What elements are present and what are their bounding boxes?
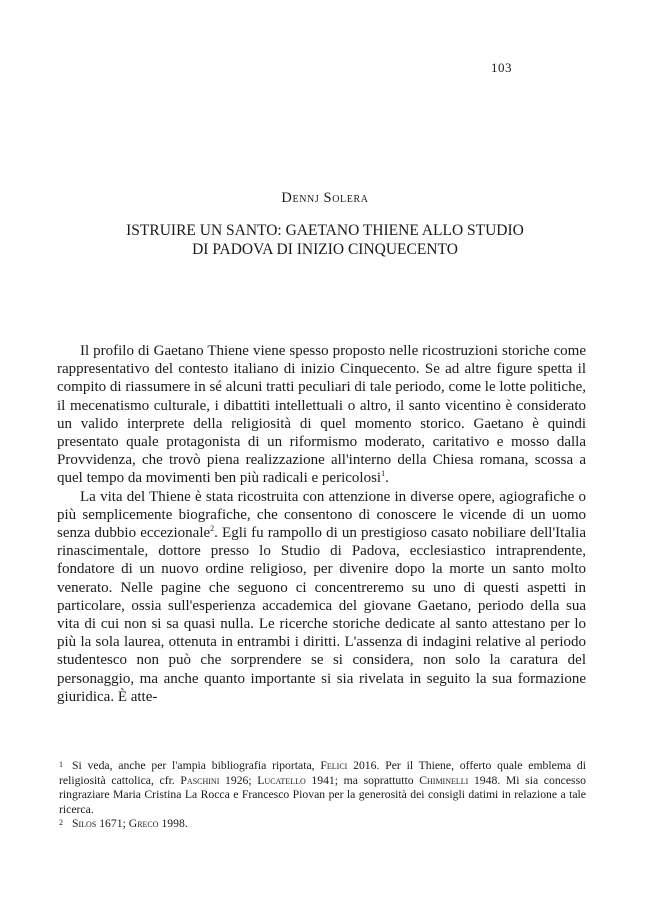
page-number: 103: [491, 60, 512, 75]
citation-lucatello: Lucatello: [257, 773, 306, 787]
citation-chiminelli: Chiminelli: [419, 773, 469, 787]
citation-greco: Greco: [128, 817, 159, 831]
author-name: Dennj Solera: [281, 190, 369, 206]
footnote-1-text: 2016. Per il Thiene, offerto quale emblema di religiosità cattolica, cfr.: [59, 759, 586, 787]
title-line-2: DI PADOVA DI INIZIO CINQUECENTO: [192, 241, 458, 258]
footnotes: [59, 759, 586, 832]
footnote-2-mark: 2: [59, 818, 63, 828]
citation-silos: Silos: [72, 817, 97, 831]
footnote-ref-1[interactable]: 1: [381, 469, 386, 479]
footnote-1-text: 1926;: [219, 773, 258, 787]
paragraph-1-text: Il profilo di Gaetano Thiene viene spesso proposto nelle ricostruzioni storiche come rappresentativo del contesto italiano di inizio Cinquecento. Se ad altre figure spetta il compito di riassumere in sé alcuni tratti peculiari di tale periodo, come le lotte politiche, il mecenatismo culturale, i dibattiti intellettuali o altro, il santo vicentino è considerato un valido interprete della religiosità di quel momento storico. Gaetano è quindi presentato quale protagonista di un riformismo moderato, caritativo e mosso dalla Provvidenza, che trovò piena realizzazione all'interno della Chiesa romana, scossa a quel tempo da movimenti ben più radicali e pericolosi: [57, 343, 586, 487]
citation-felici: Felici: [320, 759, 348, 772]
title-line-1: ISTRUIRE UN SANTO: GAETANO THIENE ALLO STUDIO: [126, 222, 524, 239]
footnote-1-text: 1941; ma soprattutto: [305, 773, 420, 787]
body-text: [57, 342, 586, 706]
paragraph-2-text-a: La vita del Thiene è stata ricostruita con attenzione in diverse opere, agiografiche o più semplicemente biografiche, che consentono di conoscere le vicende di un uomo senza dubbio eccezionale: [57, 488, 586, 542]
paragraph-2-text-b: . Egli fu rampollo di un prestigioso casato nobiliare dell'Italia rinascimentale, dottore presso lo Studio di Padova, ecclesiastico intraprendente, fondatore di un nuovo ordine religioso, per divenire dopo la morte un santo molto venerato. Nelle pagine che seguono ci concentreremo su uno di questi aspetti in particolare, ossia sull'esperienza accademica del giovane Gaetano, periodo della sua vita di cui non si sa quasi nulla. Le ricerche storiche dedicate al santo attestano per lo più la sola laurea, ottenuta in entrambi i diritti. L'assenza di indagini relative al periodo studentesco non può che sorprendere se si considera, non solo la caratura del personaggio, ma anche quanto importante si sia rivelata in seguito la sua formazione giuridica. È atte-: [57, 525, 586, 705]
footnote-ref-2[interactable]: 2: [210, 524, 215, 534]
footnote-1: [59, 759, 586, 817]
footnote-2: [59, 817, 586, 832]
footnote-1-text: Si veda, anche per l'ampia bibliografia riportata,: [72, 759, 321, 772]
paragraph-1: Il profilo di Gaetano Thiene viene spesso proposto nelle ricostruzioni storiche come rappresentativo del contesto italiano di inizio Cinquecento. Se ad altre figure spetta il compito di riassumere in sé alcuni tratti peculiari di tale periodo, come le lotte politiche, il mecenatismo culturale, i dibattiti intellettuali o altro, il santo vicentino è considerato un valido interprete della religiosità di quel momento storico. Gaetano è quindi presentato quale protagonista di un riformismo moderato, caritativo e mosso dalla Provvidenza, che trovò piena realizzazione all'interno della Chiesa romana, scossa a quel tempo da movimenti ben più radicali e pericolosi$^1$.: [57, 343, 586, 487]
article-title: [70, 221, 580, 259]
footnote-1-text: 1948. Mi sia concesso ringraziare Maria Cristina La Rocca e Francesco Piovan per la generosità dei consigli datimi in relazione a tale ricerca.: [59, 773, 586, 816]
footnote-1-mark: 1: [59, 760, 63, 769]
paragraph-2: [57, 488, 586, 706]
footnote-2-text: 1998.: [158, 817, 188, 831]
footnote-2-text: 1671;: [96, 817, 129, 831]
citation-paschini: Paschini: [180, 773, 220, 787]
